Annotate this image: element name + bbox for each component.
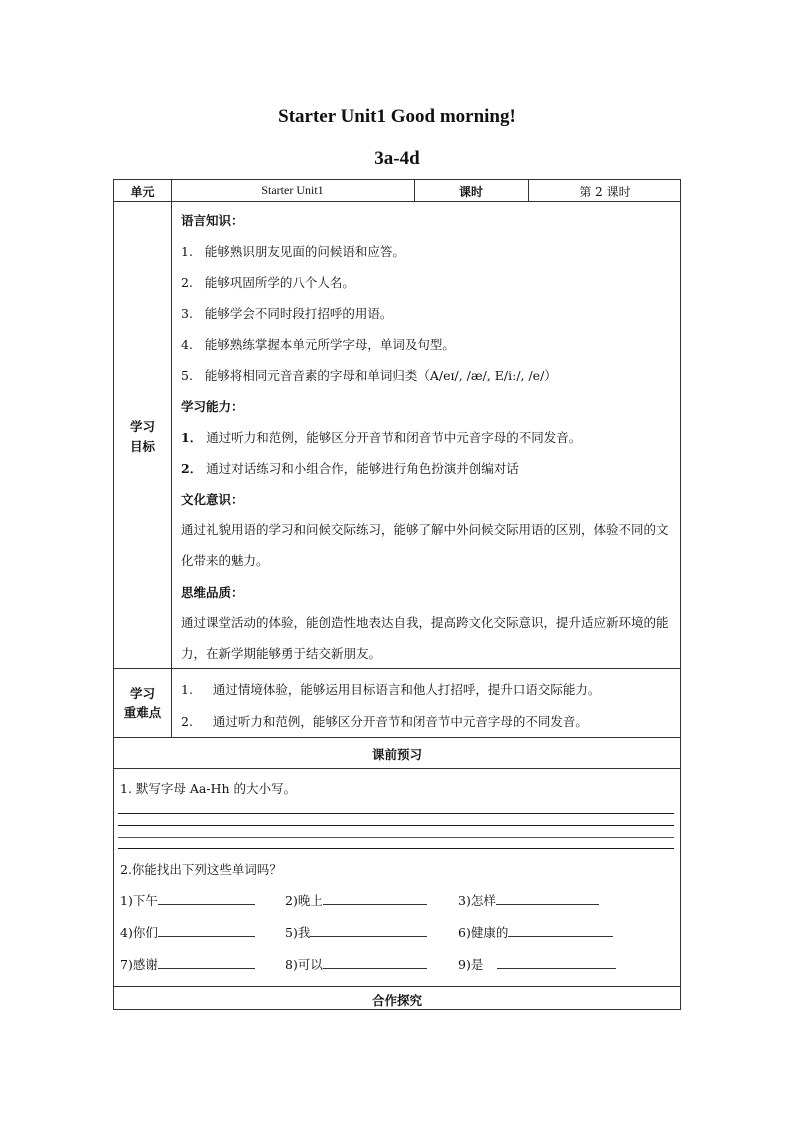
language-item — [181, 242, 405, 260]
word-blank[interactable] — [285, 955, 427, 973]
item-text: 能够巩固所学的八个人名。 — [204, 275, 355, 290]
word-blank[interactable] — [120, 891, 255, 909]
row-divider — [114, 768, 680, 769]
thinking-heading: 思维品质： — [181, 585, 244, 600]
language-item — [181, 304, 392, 322]
word-label: 3)怎样 — [458, 893, 496, 908]
language-item — [181, 335, 455, 353]
objectives-label-line1: 学习 — [129, 419, 155, 434]
word-label: 9)是 — [458, 957, 484, 972]
period-value: 第 2 课时 — [579, 185, 631, 199]
item-number: 5. — [181, 368, 193, 383]
answer-line[interactable] — [158, 892, 255, 905]
unit-label: 单元 — [130, 185, 155, 199]
page-subtitle: 3a-4d — [374, 148, 420, 169]
word-blank[interactable] — [120, 923, 255, 941]
preview-task-1: 1. 默写字母 Aa-Hh 的大小写。 — [120, 781, 297, 796]
key-points-label-line2: 重难点 — [123, 705, 162, 720]
ability-item — [181, 459, 519, 477]
word-label: 6)健康的 — [458, 925, 509, 940]
item-number: 1. — [181, 244, 193, 259]
answer-line[interactable] — [496, 892, 599, 905]
word-blank[interactable] — [120, 955, 255, 973]
cooperation-heading: 合作探究 — [371, 993, 422, 1008]
language-item — [181, 273, 355, 291]
writing-line — [118, 825, 674, 826]
item-text: 能够熟练掌握本单元所学字母，单词及句型。 — [204, 337, 455, 352]
row-divider — [114, 986, 680, 987]
key-points-label-line1: 学习 — [129, 686, 155, 701]
key-points-label — [114, 684, 171, 722]
thinking-text: 通过课堂活动的体验，能创造性地表达自我，提高跨文化交际意识，提升适应新环境的能力，在新学期能够勇于结交新朋友。 — [181, 615, 669, 661]
item-number: 1. — [181, 682, 193, 697]
language-heading: 语言知识： — [181, 213, 244, 228]
preview-task-2: 2.你能找出下列这些单词吗？ — [120, 862, 282, 877]
writing-line — [118, 813, 674, 814]
col-divider — [171, 180, 172, 737]
item-number: 2. — [181, 714, 193, 729]
preview-heading: 课前预习 — [371, 747, 422, 762]
word-blank[interactable] — [458, 955, 616, 973]
word-blank[interactable] — [285, 923, 427, 941]
objectives-label — [114, 417, 171, 457]
word-label: 8)可以 — [285, 957, 323, 972]
word-blank[interactable] — [458, 923, 613, 941]
answer-line[interactable] — [497, 956, 616, 969]
word-label: 4)你们 — [120, 925, 158, 940]
language-item — [181, 366, 557, 384]
word-label: 5)我 — [285, 925, 311, 940]
answer-line[interactable] — [158, 924, 255, 937]
answer-line[interactable] — [158, 956, 255, 969]
item-text: 通过对话练习和小组合作，能够进行角色扮演并创编对话 — [206, 461, 519, 476]
answer-line[interactable] — [323, 892, 427, 905]
word-label: 1)下午 — [120, 893, 158, 908]
culture-heading: 文化意识： — [181, 492, 244, 507]
key-point-item — [181, 680, 600, 698]
ability-heading: 学习能力： — [181, 399, 244, 414]
row-divider — [114, 737, 680, 738]
word-label: 7)感谢 — [120, 957, 158, 972]
word-label: 2)晚上 — [285, 893, 323, 908]
lesson-table — [113, 179, 681, 1010]
item-number: 3. — [181, 306, 193, 321]
item-number: 2． — [181, 461, 203, 476]
ability-item — [181, 428, 581, 446]
item-text: 通过听力和范例，能够区分开音节和闭音节中元音字母的不同发音。 — [206, 430, 582, 445]
word-blank[interactable] — [285, 891, 427, 909]
culture-text: 通过礼貌用语的学习和问候交际练习，能够了解中外问候交际用语的区别，体验不同的文化带来的魅力。 — [181, 522, 669, 568]
answer-line[interactable] — [508, 924, 613, 937]
unit-value: Starter Unit1 — [261, 183, 324, 197]
item-number: 4. — [181, 337, 193, 352]
writing-line — [118, 848, 674, 849]
item-text: 通过情境体验，能够运用目标语言和他人打招呼，提升口语交际能力。 — [212, 682, 601, 697]
item-text: 能够将相同元音音素的字母和单词归类（A/eɪ/, /æ/, E/iː/, /e/） — [204, 368, 557, 383]
item-number: 2. — [181, 275, 193, 290]
word-blank[interactable] — [458, 891, 599, 909]
key-point-item — [181, 712, 588, 730]
page-title: Starter Unit1 Good morning! — [278, 106, 516, 127]
answer-line[interactable] — [323, 956, 427, 969]
item-text: 能够熟识朋友见面的问候语和应答。 — [204, 244, 405, 259]
row-divider — [114, 201, 680, 202]
item-text: 能够学会不同时段打招呼的用语。 — [204, 306, 393, 321]
item-number: 1． — [181, 430, 203, 445]
answer-line[interactable] — [310, 924, 427, 937]
writing-line-red — [118, 837, 674, 838]
period-label: 课时 — [458, 185, 483, 199]
objectives-label-line2: 目标 — [129, 439, 155, 454]
item-text: 通过听力和范例，能够区分开音节和闭音节中元音字母的不同发音。 — [212, 714, 588, 729]
